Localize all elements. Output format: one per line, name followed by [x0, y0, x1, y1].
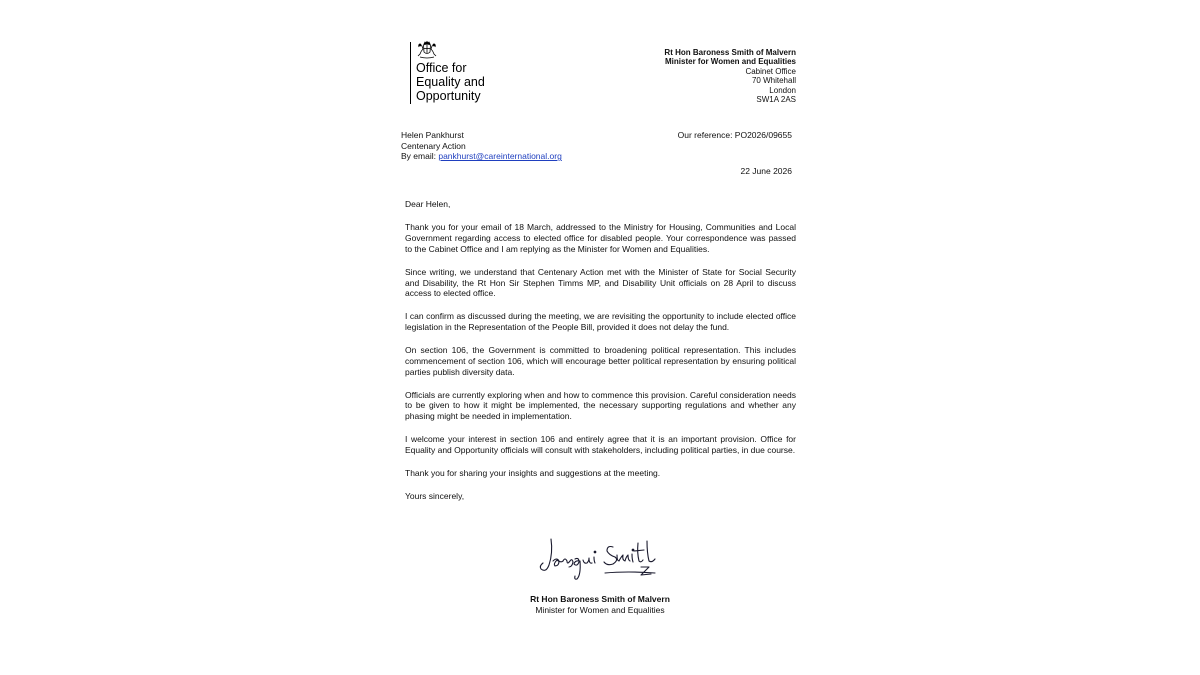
recipient-name: Helen Pankhurst	[401, 130, 464, 140]
recipient-email-link[interactable]: pankhurst@careinternational.org	[438, 151, 562, 162]
logo-line-1: Office for	[416, 61, 467, 75]
logo-line-3: Opportunity	[416, 89, 481, 103]
letter-date: 22 June 2026	[740, 166, 792, 176]
paragraph-3: I can confirm as discussed during the meeting, we are revisiting the opportunity to include elected office legislation in the Representation of the People Bill, provided it does not delay the fund.	[405, 311, 796, 332]
sender-role: Minister for Women and Equalities	[665, 57, 796, 67]
paragraph-7: Thank you for sharing your insights and suggestions at the meeting.	[405, 467, 661, 478]
sender-postcode: SW1A 2AS	[756, 95, 796, 105]
logo-text	[416, 61, 485, 103]
sender-address-line-2: 70 Whitehall	[751, 76, 796, 86]
signatory-role: Minister for Women and Equalities	[535, 604, 665, 615]
logo-line-2: Equality and	[416, 75, 485, 89]
signatory-block	[0, 594, 1200, 615]
paragraph-6: I welcome your interest in section 106 and entirely agree that it is an important provision. Office for Equality and Opportunity officials will consult with stakeholders, including political parties, in due course.	[405, 434, 796, 455]
letter-body	[405, 199, 796, 514]
department-logo	[410, 40, 530, 106]
paragraph-1: Thank you for your email of 18 March, addressed to the Ministry for Housing, Communities and Local Government regarding access to elected office for disabled people. Your correspondence was passed to the Cabinet Office and I am replying as the Minister for Women and Equalities.	[405, 222, 796, 254]
sender-name: Rt Hon Baroness Smith of Malvern	[664, 48, 796, 57]
signatory-name: Rt Hon Baroness Smith of Malvern	[530, 594, 670, 604]
closing: Yours sincerely,	[405, 491, 465, 502]
our-reference: Our reference: PO2026/09655	[677, 130, 792, 140]
handwritten-signature	[537, 533, 667, 585]
sender-address-line-3: London	[769, 85, 796, 95]
sender-address	[664, 48, 796, 104]
email-label: By email:	[401, 151, 436, 162]
paragraph-5: Officials are currently exploring when and how to commence this provision. Careful consideration needs to be given to how it might be implemented, the necessary supporting regulations and whether any phasing might be needed in implementation.	[405, 389, 796, 421]
logo-rule	[410, 42, 411, 104]
paragraph-4: On section 106, the Government is committed to broadening political representation. This includes commencement of section 106, which will encourage better political representation by ensuring political parties publish diversity data.	[405, 345, 796, 377]
paragraph-2: Since writing, we understand that Centenary Action met with the Minister of State for Social Security and Disability, the Rt Hon Sir Stephen Timms MP, and Disability Unit officials on 28 April to discuss access to elected office.	[405, 266, 796, 299]
salutation: Dear Helen,	[405, 199, 451, 209]
recipient-email-line	[401, 151, 562, 162]
sender-address-line-1: Cabinet Office	[745, 66, 796, 76]
recipient-organisation: Centenary Action	[401, 140, 466, 151]
recipient-block	[401, 130, 562, 162]
royal-crest-icon	[416, 40, 438, 60]
